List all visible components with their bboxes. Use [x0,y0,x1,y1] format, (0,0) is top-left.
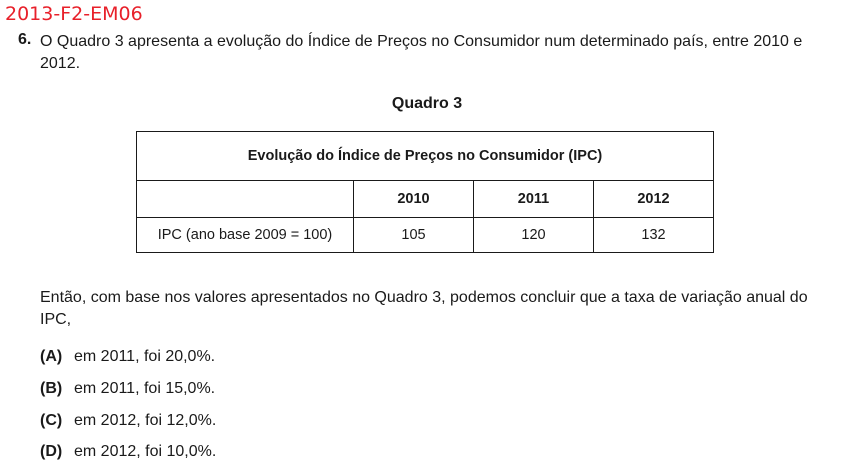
table-cell: 132 [594,218,714,253]
conclusion-text: Então, com base nos valores apresentados no Quadro 3, podemos concluir que a taxa de variação anual do IPC, [40,289,808,328]
table-row [137,218,714,253]
table-header-row [137,181,714,218]
option-c[interactable] [40,412,216,430]
question-number: 6. [18,31,32,48]
table-cell: 105 [354,218,474,253]
option-text: em 2011, foi 20,0%. [74,348,216,365]
exam-code: 2013-F2-EM06 [5,3,143,25]
table-row-label: IPC (ano base 2009 = 100) [137,218,354,253]
option-letter: (D) [40,443,63,460]
table-header-cell: 2011 [474,181,594,218]
option-text: em 2011, foi 15,0%. [74,380,216,397]
option-letter: (A) [40,348,63,365]
table-header-cell: 2010 [354,181,474,218]
option-d[interactable] [40,443,216,461]
option-text: em 2012, foi 12,0%. [74,412,217,429]
table-header-cell: 2012 [594,181,714,218]
option-text: em 2012, foi 10,0%. [74,443,217,460]
option-letter: (C) [40,412,63,429]
table-caption: Evolução do Índice de Preços no Consumidor (IPC) [137,132,714,181]
option-b[interactable] [40,380,215,398]
table-title: Quadro 3 [391,95,463,112]
ipc-table [136,131,714,253]
question-text: O Quadro 3 apresenta a evolução do Índice de Preços no Consumidor num determinado país, entre 2010 e 2012. [40,33,803,72]
option-letter: (B) [40,380,63,397]
table-header-cell [137,181,354,218]
table-cell: 120 [474,218,594,253]
option-a[interactable] [40,348,215,366]
